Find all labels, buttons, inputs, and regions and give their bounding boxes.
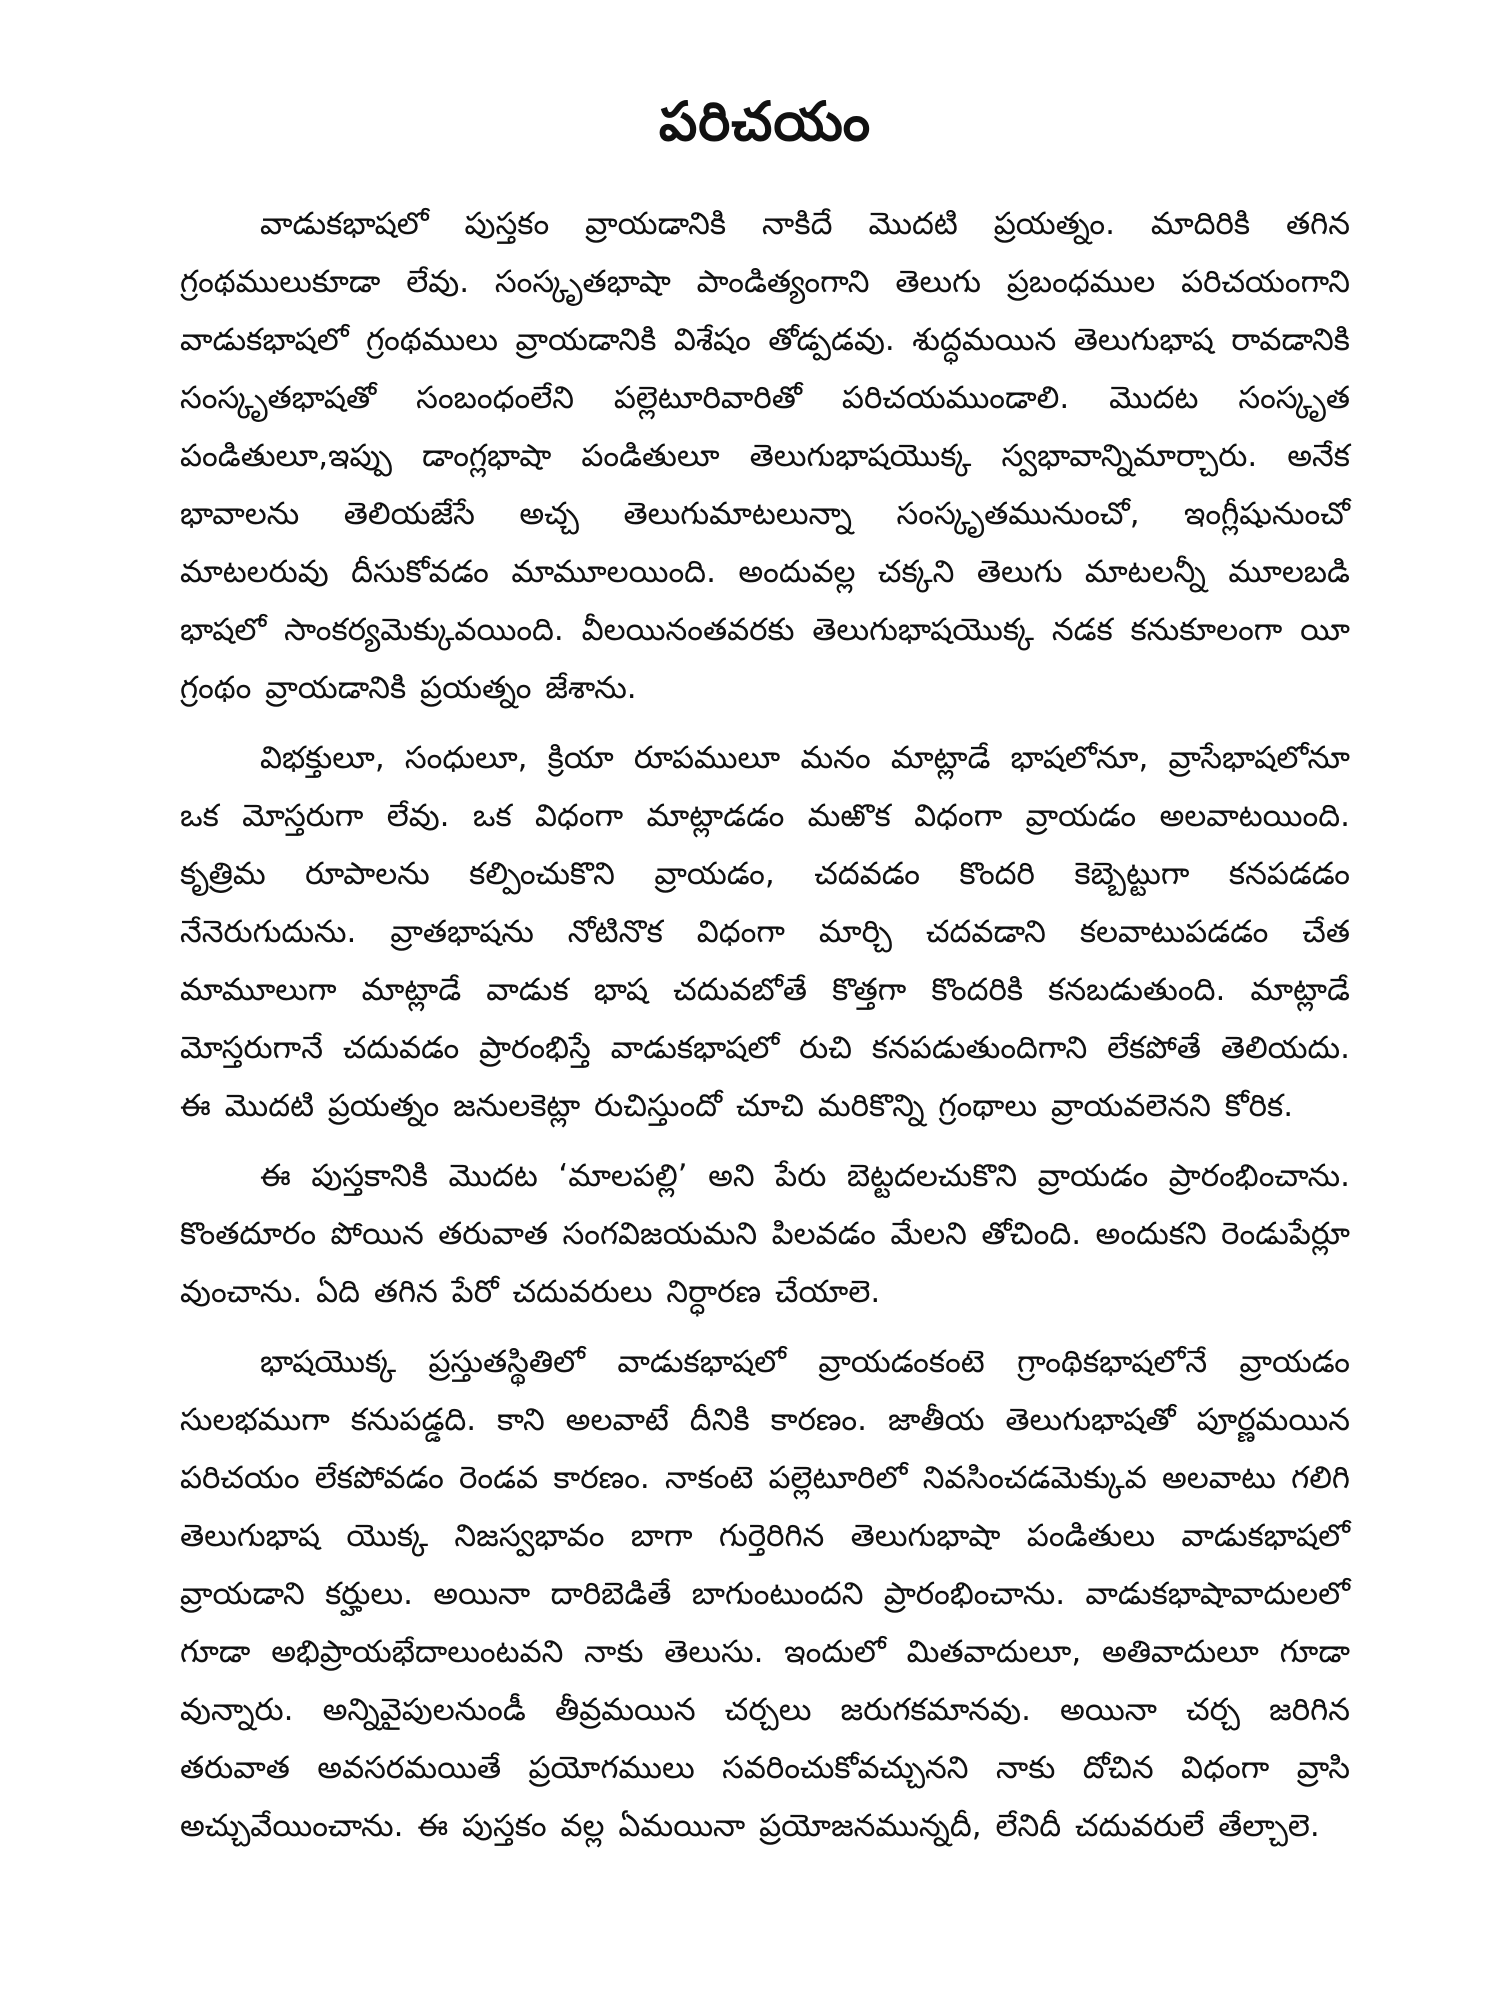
paragraph-4: భాషయొక్క ప్రస్తుతస్థితిలో వాడుకభాషలో వ్రాయడంకంటె గ్రాంథికభాషలోనే వ్రాయడం సులభముగా కనుపడ్డది. కాని అలవాటే దీనికి కారణం. జాతీయ తెలుగుభాషతో పూర్ణమయిన పరిచయం లేకపోవడం రెండవ కారణం. నాకంటె పల్లెటూరిలో నివసించడమెక్కువ అలవాటు గలిగి తెలుగుభాష యొక్క నిజస్వభావం బాగా గుర్తెరిగిన తెలుగుభాషా పండితులు వాడుకభాషలో వ్రాయడాని కర్హులు. అయినా దారిబెడితే బాగుంటుందని ప్రారంభించాను. వాడుకభాషావాదులలో గూడా అభిప్రాయభేదాలుంటవని నాకు తెలుసు. ఇందులో మితవాదులూ, అతివాదులూ గూడా వున్నారు. అన్నివైపులనుండీ తీవ్రమయిన చర్చలు జరుగకమానవు. అయినా చర్చ జరిగిన తరువాత అవసరమయితే ప్రయోగములు సవరించుకోవచ్చునని నాకు దోచిన విధంగా వ్రాసి అచ్చువేయించాను. ఈ పుస్తకం వల్ల ఏమయినా ప్రయోజనమున్నదీ, లేనిదీ చదువరులే తేల్చాలె. [180,1343,1350,1844]
page-title: పరిచయం [658,90,872,153]
document-page [180,90,1350,1970]
paragraph-3: ఈ పుస్తకానికి మొదట ‘మాలపల్లి’ అని పేరు బెట్టదలచుకొని వ్రాయడం ప్రారంభించాను. కొంతదూరం పోయిన తరువాత సంగవిజయమని పిలవడం మేలని తోచింది. అందుకని రెండుపేర్లూ వుంచాను. ఏది తగిన పేరో చదువరులు నిర్ధారణ చేయాలె. [180,1157,1350,1310]
paragraph-2: విభక్తులూ, సంధులూ, క్రియా రూపములూ మనం మాట్లాడే భాషలోనూ, వ్రాసేభాషలోనూ ఒక మోస్తరుగా లేవు. ఒక విధంగా మాట్లాడడం మఱొక విధంగా వ్రాయడం అలవాటయింది. కృత్రిమ రూపాలను కల్పించుకొని వ్రాయడం, చదవడం కొందరి కెబ్బెట్టుగా కనపడడం నేనెరుగుదును. వ్రాతభాషను నోటినొక విధంగా మార్చి చదవడాని కలవాటుపడడం చేత మామూలుగా మాట్లాడే వాడుక భాష చదువబోతే కొత్తగా కొందరికి కనబడుతుంది. మాట్లాడే మోస్తరుగానే చదువడం ప్రారంభిస్తే వాడుకభాషలో రుచి కనపడుతుందిగాని లేకపోతే తెలియదు. ఈ మొదటి ప్రయత్నం జనులకెట్లా రుచిస్తుందో చూచి మరికొన్ని గ్రంథాలు వ్రాయవలెనని కోరిక. [180,739,1350,1124]
paragraph-1: వాడుకభాషలో పుస్తకం వ్రాయడానికి నాకిదే మొదటి ప్రయత్నం. మాదిరికి తగిన గ్రంథములుకూడా లేవు. సంస్కృతభాషా పాండిత్యంగాని తెలుగు ప్రబంధముల పరిచయంగాని వాడుకభాషలో గ్రంథములు వ్రాయడానికి విశేషం తోడ్పడవు. శుద్ధమయిన తెలుగుభాష రావడానికి సంస్కృతభాషతో సంబంధంలేని పల్లెటూరివారితో పరిచయముండాలి. మొదట సంస్కృత పండితులూ,ఇప్పు డాంగ్లభాషా పండితులూ తెలుగుభాషయొక్క స్వభావాన్నిమార్చారు. అనేక భావాలను తెలియజేసే అచ్చ తెలుగుమాటలున్నా సంస్కృతమునుంచో, ఇంగ్లీషునుంచో మాటలరువు దీసుకోవడం మామూలయింది. అందువల్ల చక్కని తెలుగు మాటలన్నీ మూలబడి భాషలో సాంకర్యమెక్కువయింది. వీలయినంతవరకు తెలుగుభాషయొక్క నడక కనుకూలంగా యీ గ్రంథం వ్రాయడానికి ప్రయత్నం జేశాను. [180,205,1350,706]
